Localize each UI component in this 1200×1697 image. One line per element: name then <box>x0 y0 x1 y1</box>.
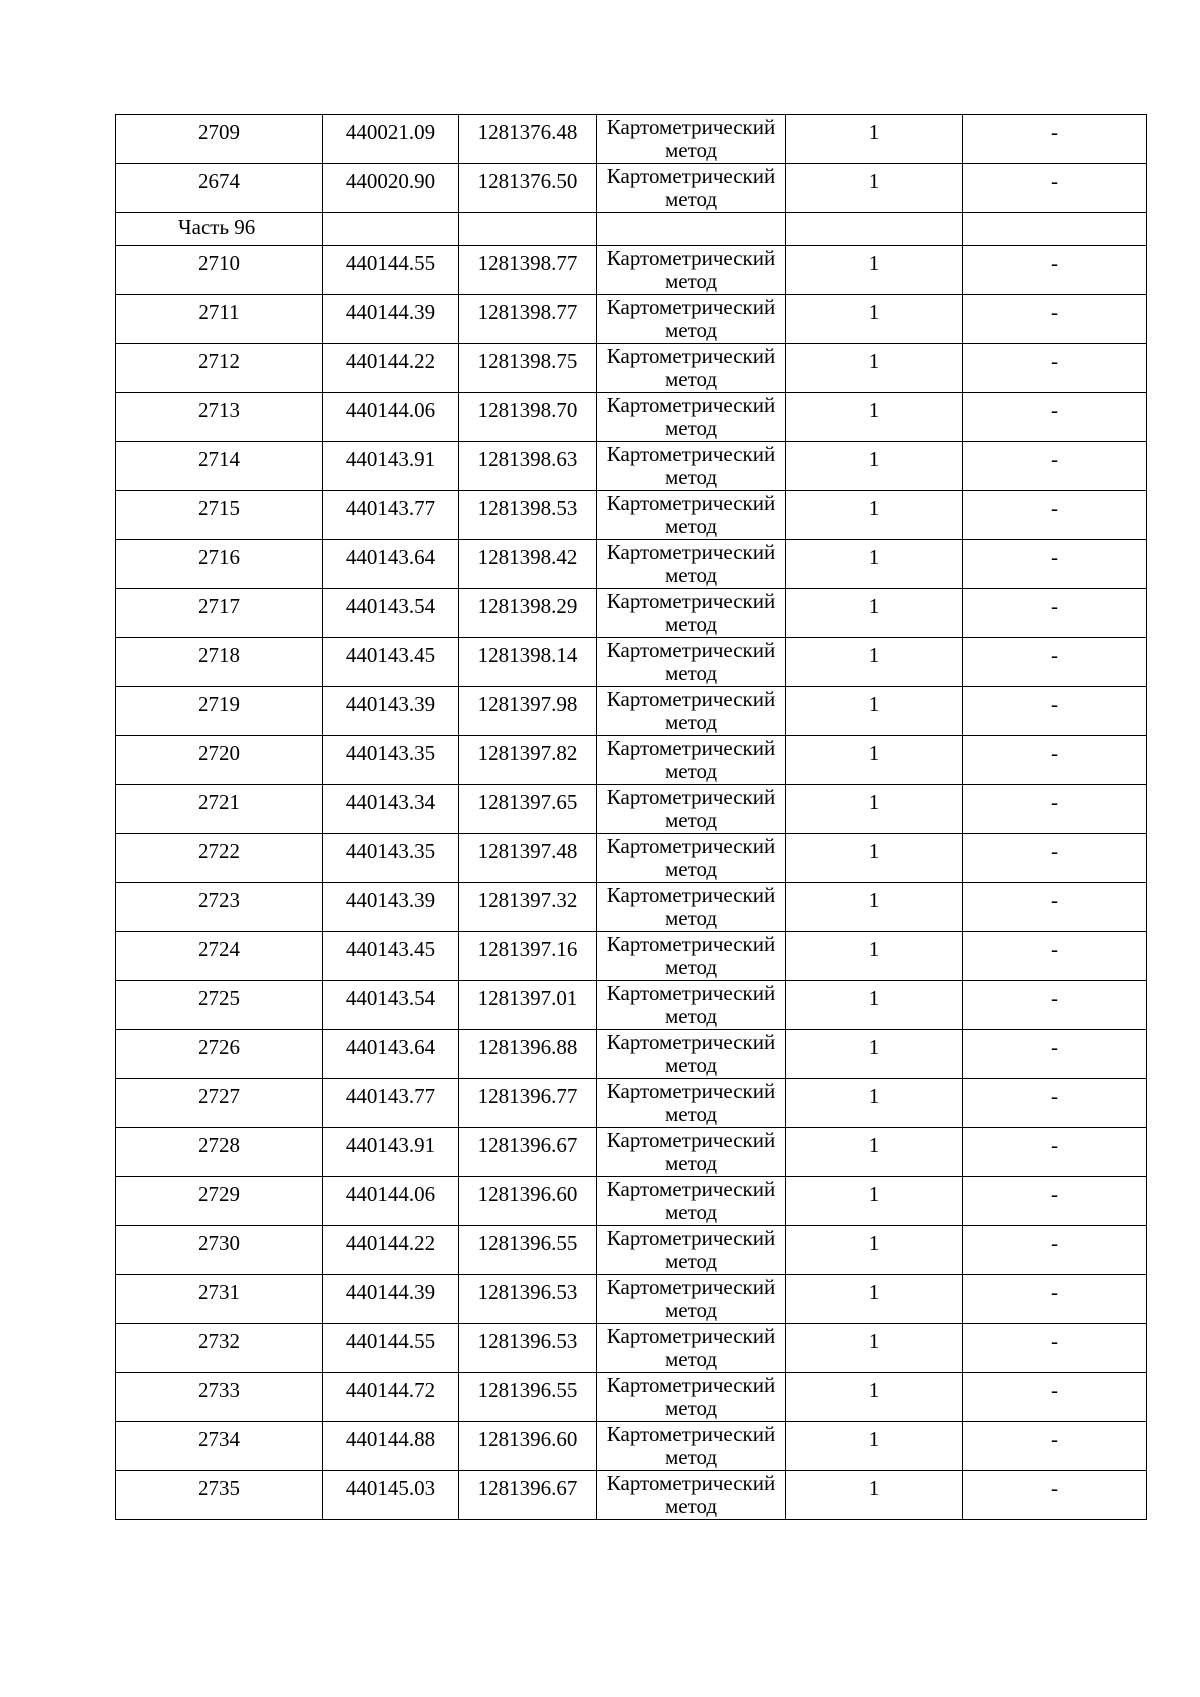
method-cell <box>597 736 786 785</box>
accuracy-cell: 1 <box>786 393 963 442</box>
note-cell: - <box>963 1177 1147 1226</box>
point-id-cell: 2718 <box>116 638 323 687</box>
accuracy-cell: 1 <box>786 1324 963 1373</box>
x-coordinate-cell: 440144.22 <box>323 344 459 393</box>
note-cell: - <box>963 785 1147 834</box>
x-coordinate-cell: 440144.55 <box>323 1324 459 1373</box>
note-cell: - <box>963 589 1147 638</box>
method-line1: Картометрический <box>606 1422 776 1446</box>
table-row <box>116 246 1147 295</box>
x-coordinate-cell: 440143.35 <box>323 834 459 883</box>
note-cell: - <box>963 687 1147 736</box>
method-line1: Картометрический <box>606 295 776 319</box>
y-coordinate-cell: 1281398.70 <box>459 393 597 442</box>
method-line1: Картометрический <box>606 981 776 1005</box>
y-coordinate-cell: 1281396.60 <box>459 1177 597 1226</box>
table-row <box>116 736 1147 785</box>
accuracy-cell: 1 <box>786 164 963 213</box>
method-line2: метод <box>664 1347 718 1371</box>
accuracy-cell: 1 <box>786 981 963 1030</box>
method-line1: Картометрический <box>606 1373 776 1397</box>
method-line2: метод <box>664 465 718 489</box>
accuracy-cell: 1 <box>786 115 963 164</box>
y-coordinate-cell: 1281396.55 <box>459 1226 597 1275</box>
method-cell <box>597 638 786 687</box>
x-coordinate-cell: 440144.39 <box>323 1275 459 1324</box>
note-cell: - <box>963 491 1147 540</box>
method-line2: метод <box>664 1445 718 1469</box>
point-id-cell: 2731 <box>116 1275 323 1324</box>
y-coordinate-cell: 1281396.55 <box>459 1373 597 1422</box>
note-cell: - <box>963 164 1147 213</box>
method-line1: Картометрический <box>606 393 776 417</box>
table-row <box>116 638 1147 687</box>
method-cell <box>597 1373 786 1422</box>
table-row <box>116 295 1147 344</box>
method-line2: метод <box>664 1102 718 1126</box>
accuracy-cell: 1 <box>786 687 963 736</box>
method-line2: метод <box>664 138 718 162</box>
method-line1: Картометрический <box>606 442 776 466</box>
method-cell <box>597 1030 786 1079</box>
x-coordinate-cell: 440143.54 <box>323 981 459 1030</box>
method-line1: Картометрический <box>606 589 776 613</box>
method-cell <box>597 442 786 491</box>
accuracy-cell: 1 <box>786 638 963 687</box>
point-id-cell: 2719 <box>116 687 323 736</box>
note-cell: - <box>963 736 1147 785</box>
y-coordinate-cell: 1281397.01 <box>459 981 597 1030</box>
method-line2: метод <box>664 269 718 293</box>
coordinates-table <box>115 114 1147 1520</box>
y-coordinate-cell: 1281398.77 <box>459 246 597 295</box>
y-coordinate-cell: 1281398.42 <box>459 540 597 589</box>
method-line1: Картометрический <box>606 1128 776 1152</box>
x-coordinate-cell: 440144.06 <box>323 1177 459 1226</box>
method-cell <box>597 344 786 393</box>
table-row <box>116 393 1147 442</box>
point-id-cell: 2734 <box>116 1422 323 1471</box>
method-line1: Картометрический <box>606 883 776 907</box>
method-cell <box>597 1471 786 1520</box>
x-coordinate-cell: 440143.45 <box>323 638 459 687</box>
x-coordinate-cell: 440143.91 <box>323 442 459 491</box>
table-row <box>116 344 1147 393</box>
table-row <box>116 981 1147 1030</box>
accuracy-cell: 1 <box>786 1079 963 1128</box>
table-row <box>116 1030 1147 1079</box>
note-cell: - <box>963 1471 1147 1520</box>
x-coordinate-cell: 440144.06 <box>323 393 459 442</box>
note-cell: - <box>963 1324 1147 1373</box>
point-id-cell: 2732 <box>116 1324 323 1373</box>
method-line2: метод <box>664 1004 718 1028</box>
method-line2: метод <box>664 1298 718 1322</box>
y-coordinate-cell: 1281398.75 <box>459 344 597 393</box>
point-id-cell: 2720 <box>116 736 323 785</box>
method-cell <box>597 393 786 442</box>
method-cell <box>597 932 786 981</box>
method-line1: Картометрический <box>606 491 776 515</box>
note-cell: - <box>963 981 1147 1030</box>
point-id-cell: 2727 <box>116 1079 323 1128</box>
point-id-cell: 2728 <box>116 1128 323 1177</box>
method-line2: метод <box>664 1494 718 1518</box>
table-row <box>116 164 1147 213</box>
method-cell <box>597 834 786 883</box>
method-cell <box>597 785 786 834</box>
point-id-cell: 2725 <box>116 981 323 1030</box>
table-body <box>116 115 1147 1520</box>
y-coordinate-cell: 1281396.88 <box>459 1030 597 1079</box>
note-cell: - <box>963 1422 1147 1471</box>
x-coordinate-cell: 440143.64 <box>323 540 459 589</box>
note-cell: - <box>963 295 1147 344</box>
point-id-cell: 2724 <box>116 932 323 981</box>
accuracy-cell: 1 <box>786 932 963 981</box>
method-line1: Картометрический <box>606 932 776 956</box>
method-line2: метод <box>664 563 718 587</box>
accuracy-cell: 1 <box>786 785 963 834</box>
table-row <box>116 1471 1147 1520</box>
accuracy-cell: 1 <box>786 1177 963 1226</box>
section-row <box>116 213 1147 246</box>
x-coordinate-cell: 440143.77 <box>323 491 459 540</box>
method-line2: метод <box>664 416 718 440</box>
point-id-cell: 2674 <box>116 164 323 213</box>
note-cell: - <box>963 1030 1147 1079</box>
accuracy-cell: 1 <box>786 834 963 883</box>
method-line1: Картометрический <box>606 687 776 711</box>
y-coordinate-cell: 1281396.53 <box>459 1324 597 1373</box>
y-coordinate-cell: 1281396.77 <box>459 1079 597 1128</box>
x-coordinate-cell: 440143.64 <box>323 1030 459 1079</box>
method-line1: Картометрический <box>606 1471 776 1495</box>
y-coordinate-cell: 1281398.63 <box>459 442 597 491</box>
method-cell <box>597 589 786 638</box>
x-coordinate-cell: 440143.39 <box>323 687 459 736</box>
point-id-cell: 2722 <box>116 834 323 883</box>
table-row <box>116 1422 1147 1471</box>
note-cell: - <box>963 1128 1147 1177</box>
method-line1: Картометрический <box>606 785 776 809</box>
y-coordinate-cell: 1281376.50 <box>459 164 597 213</box>
empty-cell <box>459 213 597 246</box>
table-row <box>116 589 1147 638</box>
point-id-cell: 2730 <box>116 1226 323 1275</box>
x-coordinate-cell: 440020.90 <box>323 164 459 213</box>
point-id-cell: 2723 <box>116 883 323 932</box>
x-coordinate-cell: 440143.35 <box>323 736 459 785</box>
table-row <box>116 491 1147 540</box>
note-cell: - <box>963 834 1147 883</box>
accuracy-cell: 1 <box>786 1471 963 1520</box>
point-id-cell: 2729 <box>116 1177 323 1226</box>
method-line2: метод <box>664 906 718 930</box>
method-line2: метод <box>664 612 718 636</box>
accuracy-cell: 1 <box>786 1226 963 1275</box>
accuracy-cell: 1 <box>786 1128 963 1177</box>
table-row <box>116 785 1147 834</box>
point-id-cell: 2709 <box>116 115 323 164</box>
method-cell <box>597 491 786 540</box>
note-cell: - <box>963 638 1147 687</box>
method-line1: Картометрический <box>606 1226 776 1250</box>
accuracy-cell: 1 <box>786 540 963 589</box>
method-line2: метод <box>664 367 718 391</box>
y-coordinate-cell: 1281398.14 <box>459 638 597 687</box>
x-coordinate-cell: 440145.03 <box>323 1471 459 1520</box>
method-line2: метод <box>664 710 718 734</box>
method-line2: метод <box>664 1396 718 1420</box>
y-coordinate-cell: 1281397.65 <box>459 785 597 834</box>
table-row <box>116 687 1147 736</box>
method-line2: метод <box>664 1151 718 1175</box>
y-coordinate-cell: 1281396.60 <box>459 1422 597 1471</box>
y-coordinate-cell: 1281376.48 <box>459 115 597 164</box>
x-coordinate-cell: 440143.39 <box>323 883 459 932</box>
y-coordinate-cell: 1281396.53 <box>459 1275 597 1324</box>
method-line1: Картометрический <box>606 736 776 760</box>
method-cell <box>597 164 786 213</box>
accuracy-cell: 1 <box>786 344 963 393</box>
method-line1: Картометрический <box>606 1177 776 1201</box>
note-cell: - <box>963 883 1147 932</box>
x-coordinate-cell: 440143.77 <box>323 1079 459 1128</box>
method-line1: Картометрический <box>606 638 776 662</box>
x-coordinate-cell: 440144.88 <box>323 1422 459 1471</box>
x-coordinate-cell: 440143.54 <box>323 589 459 638</box>
point-id-cell: 2713 <box>116 393 323 442</box>
point-id-cell: 2733 <box>116 1373 323 1422</box>
method-line1: Картометрический <box>606 344 776 368</box>
y-coordinate-cell: 1281398.29 <box>459 589 597 638</box>
method-line2: метод <box>664 1249 718 1273</box>
method-cell <box>597 1324 786 1373</box>
method-line2: метод <box>664 1053 718 1077</box>
method-cell <box>597 115 786 164</box>
method-line1: Картометрический <box>606 1275 776 1299</box>
x-coordinate-cell: 440144.72 <box>323 1373 459 1422</box>
accuracy-cell: 1 <box>786 491 963 540</box>
point-id-cell: 2721 <box>116 785 323 834</box>
method-line1: Картометрический <box>606 164 776 188</box>
point-id-cell: 2735 <box>116 1471 323 1520</box>
empty-cell <box>323 213 459 246</box>
method-line1: Картометрический <box>606 246 776 270</box>
method-cell <box>597 687 786 736</box>
accuracy-cell: 1 <box>786 1275 963 1324</box>
x-coordinate-cell: 440144.55 <box>323 246 459 295</box>
point-id-cell: 2717 <box>116 589 323 638</box>
method-line2: метод <box>664 857 718 881</box>
point-id-cell: 2714 <box>116 442 323 491</box>
y-coordinate-cell: 1281397.32 <box>459 883 597 932</box>
accuracy-cell: 1 <box>786 589 963 638</box>
note-cell: - <box>963 344 1147 393</box>
point-id-cell: 2716 <box>116 540 323 589</box>
note-cell: - <box>963 1275 1147 1324</box>
y-coordinate-cell: 1281398.53 <box>459 491 597 540</box>
method-cell <box>597 981 786 1030</box>
method-line1: Картометрический <box>606 1079 776 1103</box>
point-id-cell: 2710 <box>116 246 323 295</box>
accuracy-cell: 1 <box>786 1422 963 1471</box>
table-row <box>116 442 1147 491</box>
method-cell <box>597 246 786 295</box>
empty-cell <box>786 213 963 246</box>
y-coordinate-cell: 1281397.16 <box>459 932 597 981</box>
accuracy-cell: 1 <box>786 736 963 785</box>
x-coordinate-cell: 440021.09 <box>323 115 459 164</box>
table-row <box>116 1373 1147 1422</box>
point-id-cell: 2715 <box>116 491 323 540</box>
x-coordinate-cell: 440144.39 <box>323 295 459 344</box>
note-cell: - <box>963 393 1147 442</box>
table-row <box>116 1177 1147 1226</box>
accuracy-cell: 1 <box>786 1030 963 1079</box>
method-line1: Картометрический <box>606 1030 776 1054</box>
table-row <box>116 1275 1147 1324</box>
note-cell: - <box>963 442 1147 491</box>
method-line2: метод <box>664 661 718 685</box>
method-cell <box>597 1226 786 1275</box>
accuracy-cell: 1 <box>786 883 963 932</box>
method-line1: Картометрический <box>606 115 776 139</box>
note-cell: - <box>963 1373 1147 1422</box>
method-cell <box>597 1177 786 1226</box>
note-cell: - <box>963 1079 1147 1128</box>
x-coordinate-cell: 440143.45 <box>323 932 459 981</box>
method-line2: метод <box>664 1200 718 1224</box>
accuracy-cell: 1 <box>786 246 963 295</box>
table-row <box>116 1128 1147 1177</box>
y-coordinate-cell: 1281396.67 <box>459 1471 597 1520</box>
table-row <box>116 115 1147 164</box>
y-coordinate-cell: 1281396.67 <box>459 1128 597 1177</box>
method-line2: метод <box>664 187 718 211</box>
table-row <box>116 540 1147 589</box>
method-line2: метод <box>664 955 718 979</box>
accuracy-cell: 1 <box>786 442 963 491</box>
point-id-cell: 2726 <box>116 1030 323 1079</box>
y-coordinate-cell: 1281397.98 <box>459 687 597 736</box>
method-line1: Картометрический <box>606 540 776 564</box>
point-id-cell: 2711 <box>116 295 323 344</box>
note-cell: - <box>963 246 1147 295</box>
method-line1: Картометрический <box>606 834 776 858</box>
x-coordinate-cell: 440143.91 <box>323 1128 459 1177</box>
table-row <box>116 932 1147 981</box>
table-row <box>116 1079 1147 1128</box>
method-cell <box>597 1422 786 1471</box>
table-row <box>116 1226 1147 1275</box>
method-line2: метод <box>664 808 718 832</box>
method-cell <box>597 1275 786 1324</box>
method-cell <box>597 540 786 589</box>
note-cell: - <box>963 115 1147 164</box>
method-cell <box>597 883 786 932</box>
x-coordinate-cell: 440143.34 <box>323 785 459 834</box>
point-id-cell: 2712 <box>116 344 323 393</box>
method-line2: метод <box>664 318 718 342</box>
method-line2: метод <box>664 759 718 783</box>
note-cell: - <box>963 1226 1147 1275</box>
y-coordinate-cell: 1281398.77 <box>459 295 597 344</box>
y-coordinate-cell: 1281397.48 <box>459 834 597 883</box>
table-row <box>116 1324 1147 1373</box>
y-coordinate-cell: 1281397.82 <box>459 736 597 785</box>
method-cell <box>597 1079 786 1128</box>
empty-cell <box>597 213 786 246</box>
table-row <box>116 834 1147 883</box>
section-label: Часть 96 <box>116 213 323 246</box>
note-cell: - <box>963 932 1147 981</box>
x-coordinate-cell: 440144.22 <box>323 1226 459 1275</box>
method-line1: Картометрический <box>606 1324 776 1348</box>
method-line2: метод <box>664 514 718 538</box>
method-cell <box>597 1128 786 1177</box>
accuracy-cell: 1 <box>786 295 963 344</box>
table-row <box>116 883 1147 932</box>
accuracy-cell: 1 <box>786 1373 963 1422</box>
note-cell: - <box>963 540 1147 589</box>
method-cell <box>597 295 786 344</box>
empty-cell <box>963 213 1147 246</box>
